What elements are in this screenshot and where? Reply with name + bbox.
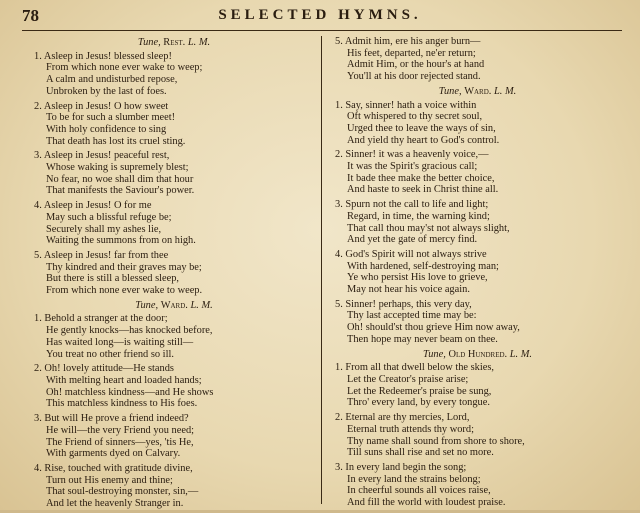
verse-line: 4. God's Spirit will not always strive bbox=[335, 248, 487, 260]
hymn-verse bbox=[34, 150, 314, 197]
hymn-verse bbox=[34, 250, 314, 297]
verse-line: 1. From all that dwell below the skies, bbox=[335, 362, 495, 374]
verse-line: 4. Rise, touched with gratitude divine, bbox=[34, 462, 193, 474]
verse-line: 5. Asleep in Jesus! far from thee bbox=[34, 249, 169, 261]
verse-line: That manifests the Saviour's power. bbox=[46, 185, 195, 197]
hymn-verse bbox=[335, 249, 620, 296]
tune-prefix: Tune, bbox=[423, 348, 446, 360]
verse-line: 2. Oh! lovely attitude—He stands bbox=[34, 363, 174, 375]
verse-line: His feet, departed, ne'er return; bbox=[347, 47, 476, 59]
hymn-verse bbox=[34, 101, 314, 148]
verse-line: With hardened, self-destroying man; bbox=[347, 260, 499, 272]
running-head: SELECTED HYMNS. bbox=[218, 7, 422, 23]
verse-line: No fear, no woe shall dim that hour bbox=[46, 173, 194, 185]
verse-line: Securely shall my ashes lie, bbox=[46, 223, 162, 235]
verse-line: 3. Asleep in Jesus! peaceful rest, bbox=[34, 150, 170, 162]
hymn-verse bbox=[34, 313, 314, 360]
tune-prefix: Tune, bbox=[135, 299, 159, 311]
left-column bbox=[34, 36, 314, 513]
verse-line: Unbroken by the last of foes. bbox=[46, 85, 167, 97]
hymn-verse bbox=[34, 413, 314, 460]
tune-heading bbox=[34, 300, 314, 312]
verse-line: And haste to seek in Christ thine all. bbox=[347, 184, 499, 196]
hymn-verse bbox=[335, 149, 620, 196]
verse-line: Regard, in time, the warning kind; bbox=[347, 210, 490, 222]
verse-line: It bade thee make the better choice, bbox=[347, 172, 495, 184]
tune-prefix: Tune, bbox=[137, 37, 161, 48]
verse-line: This matchless kindness to His foes. bbox=[46, 398, 198, 410]
verse-line: 4. Asleep in Jesus! O for me bbox=[34, 200, 152, 212]
verse-line: From which none ever wake to weep; bbox=[46, 62, 203, 74]
verse-line: And let the heavenly Stranger in. bbox=[46, 498, 184, 510]
verse-line: 3. In every land begin the song; bbox=[335, 461, 467, 473]
verse-line: You treat no other friend so ill. bbox=[46, 348, 174, 360]
verse-line: 1. Behold a stranger at the door; bbox=[34, 313, 168, 325]
verse-line: 2. Sinner! it was a heavenly voice,— bbox=[335, 149, 489, 161]
tune-name: Old Hundred. bbox=[448, 348, 508, 360]
verse-line: Whose waking is supremely blest; bbox=[46, 162, 189, 174]
verse-line: In cheerful sounds all voices raise, bbox=[347, 485, 491, 497]
verse-line: From which none ever wake to weep. bbox=[46, 285, 203, 297]
page-number: 78 bbox=[22, 6, 39, 25]
hymn-verse bbox=[34, 200, 314, 247]
hymn-verse bbox=[335, 462, 620, 509]
verse-line: That soul-destroying monster, sin,— bbox=[46, 486, 199, 498]
tune-name: Rest. bbox=[163, 37, 186, 48]
column-divider bbox=[321, 36, 322, 504]
verse-line: But there is still a blessed sleep, bbox=[46, 273, 180, 285]
hymn-verse bbox=[34, 463, 314, 510]
verse-line: 1. Say, sinner! hath a voice within bbox=[335, 99, 477, 111]
verse-line: Thy name shall sound from shore to shore, bbox=[347, 435, 525, 447]
verse-line: Thy kindred and their graves may be; bbox=[46, 261, 202, 273]
verse-line: Urged thee to leave the ways of sin, bbox=[347, 122, 496, 134]
verse-line: He gently knocks—has knocked before, bbox=[46, 325, 213, 337]
hymn-verse bbox=[34, 51, 314, 98]
verse-line: With garments dyed on Calvary. bbox=[46, 448, 181, 460]
verse-line: He will—the very Friend you need; bbox=[46, 424, 195, 436]
verse-line: Then hope may never beam on thee. bbox=[347, 333, 498, 345]
verse-line: That death has lost its cruel sting. bbox=[46, 135, 186, 147]
verse-line: Let the Redeemer's praise be sung, bbox=[347, 385, 492, 397]
verse-line: With holy confidence to sing bbox=[46, 123, 167, 135]
hymn-verse bbox=[335, 36, 620, 83]
right-column bbox=[335, 36, 620, 512]
hymn-verse bbox=[335, 100, 620, 147]
verse-line: May not hear his voice again. bbox=[347, 284, 470, 296]
hymn-verse bbox=[335, 299, 620, 346]
verse-line: And fill the world with loudest praise. bbox=[347, 497, 506, 509]
verse-line: 2. Eternal are thy mercies, Lord, bbox=[335, 412, 470, 424]
verse-line: Till suns shall rise and set no more. bbox=[347, 447, 494, 459]
verse-line: Has waited long—is waiting still— bbox=[46, 336, 194, 348]
verse-line: Thro' every land, by every tongue. bbox=[347, 397, 490, 409]
tune-heading bbox=[34, 37, 314, 49]
verse-line: A calm and undisturbed repose, bbox=[46, 74, 178, 86]
header-rule bbox=[22, 30, 622, 31]
hymn-verse bbox=[335, 362, 620, 409]
verse-line: Admit Him, or the hour's at hand bbox=[347, 59, 485, 71]
verse-line: You'll at his door rejected stand. bbox=[347, 71, 481, 83]
verse-line: 2. Asleep in Jesus! O how sweet bbox=[34, 100, 169, 112]
tune-name: Ward. bbox=[160, 299, 188, 311]
hymn-verse bbox=[335, 199, 620, 246]
verse-line: In every land the strains belong; bbox=[347, 473, 481, 485]
tune-meter: L. M. bbox=[190, 299, 213, 311]
verse-line: Eternal truth attends thy word; bbox=[347, 423, 474, 435]
tune-meter: L. M. bbox=[187, 37, 211, 48]
tune-prefix: Tune, bbox=[438, 85, 462, 97]
verse-line: It was the Spirit's gracious call; bbox=[347, 161, 478, 173]
verse-line: With melting heart and loaded hands; bbox=[46, 374, 202, 386]
verse-line: And yield thy heart to God's control. bbox=[347, 134, 500, 146]
verse-line: 3. But will He prove a friend indeed? bbox=[34, 413, 189, 425]
verse-line: Waiting the summons from on high. bbox=[46, 235, 196, 247]
verse-line: Turn out His enemy and thine; bbox=[46, 474, 173, 486]
tune-heading bbox=[335, 86, 620, 98]
verse-line: To be for such a slumber meet! bbox=[46, 112, 176, 124]
verse-line: The Friend of sinners—yes, 'tis He, bbox=[46, 436, 194, 448]
verse-line: And yet the gate of mercy find. bbox=[347, 234, 478, 246]
tune-meter: L. M. bbox=[509, 348, 532, 360]
verse-line: Oft whispered to thy secret soul, bbox=[347, 111, 483, 123]
hymn-verse bbox=[335, 412, 620, 459]
verse-line: Oh! matchless kindness—and He shows bbox=[46, 386, 214, 398]
verse-line: Ye who persist His love to grieve, bbox=[347, 272, 488, 284]
hymn-verse bbox=[34, 363, 314, 410]
tune-heading bbox=[335, 349, 620, 361]
verse-line: 1. Asleep in Jesus! blessed sleep! bbox=[34, 50, 172, 62]
verse-line: 5. Sinner! perhaps, this very day, bbox=[335, 298, 472, 310]
verse-line: 5. Admit him, ere his anger burn— bbox=[335, 36, 481, 47]
verse-line: May such a blissful refuge be; bbox=[46, 211, 172, 223]
tune-name: Ward. bbox=[464, 85, 492, 97]
verse-line: Let the Creator's praise arise; bbox=[347, 373, 469, 385]
verse-line: Oh! should'st thou grieve Him now away, bbox=[347, 322, 520, 334]
tune-meter: L. M. bbox=[493, 85, 517, 97]
verse-line: 3. Spurn not the call to life and light; bbox=[335, 199, 489, 211]
verse-line: That call thou may'st not always slight, bbox=[347, 222, 510, 234]
verse-line: Thy last accepted time may be: bbox=[347, 310, 477, 322]
